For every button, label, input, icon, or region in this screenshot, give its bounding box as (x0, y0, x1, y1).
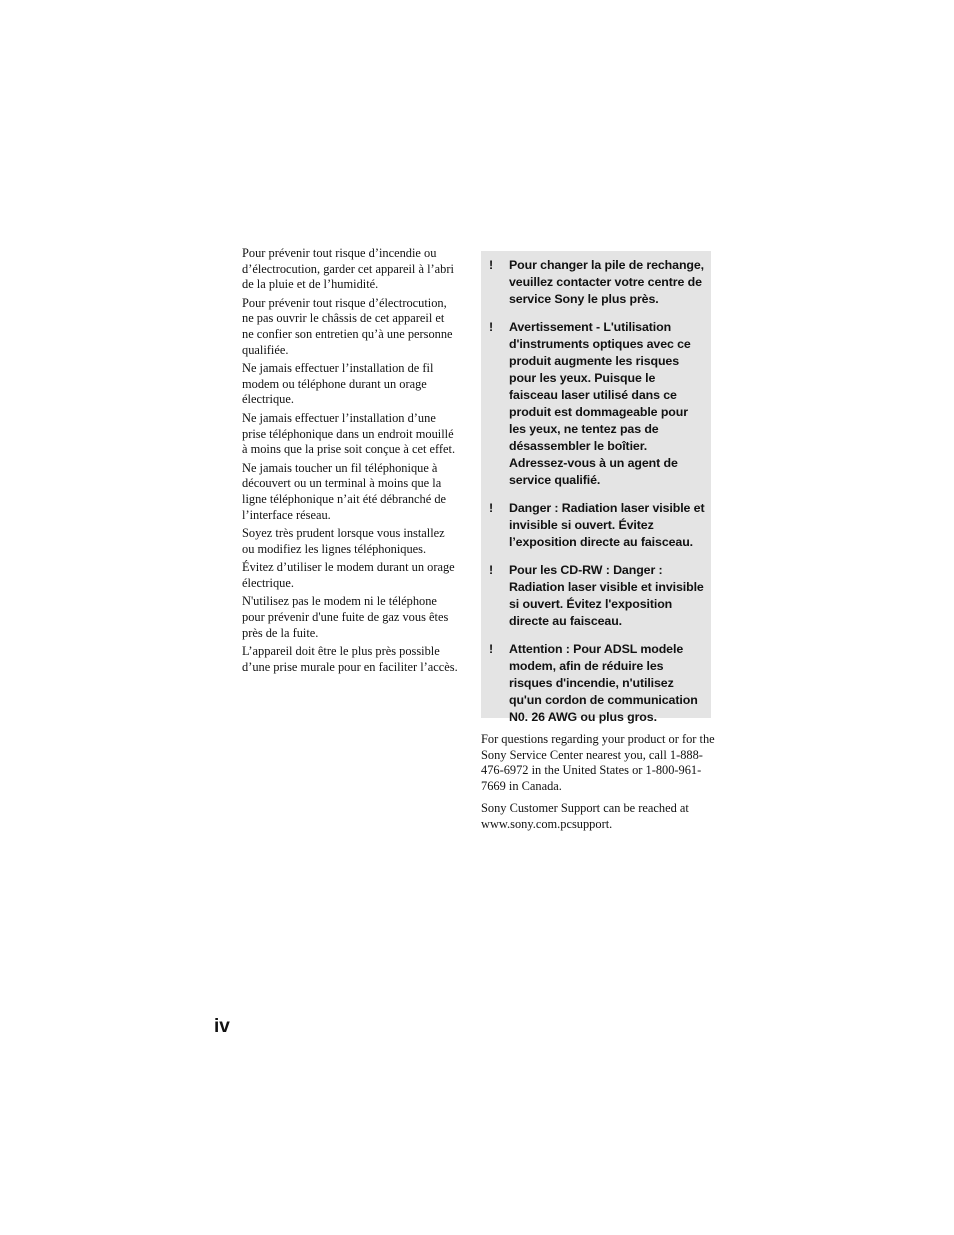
warning-item (481, 319, 707, 489)
french-safety-column (242, 246, 458, 678)
warning-item (481, 641, 707, 726)
exclamation-icon: ! (489, 563, 494, 577)
exclamation-icon: ! (489, 501, 494, 515)
safety-paragraph: Ne jamais toucher un fil téléphonique à découvert ou un terminal à moins que la ligne téléphonique n’ait été débranché de l’interface réseau. (242, 460, 447, 522)
exclamation-icon: ! (489, 258, 494, 272)
warning-box (481, 251, 711, 724)
safety-paragraph: L’appareil doit être le plus près possible d’une prise murale pour en faciliter l’accès. (242, 644, 458, 674)
support-contact-notes (481, 732, 717, 840)
warning-text: Danger : Radiation laser visible et invisible si ouvert. Évitez l’exposition directe au faisceau. (509, 501, 705, 549)
warning-text: Avertissement - L'utilisation d'instruments optiques avec ce produit augmente les risques pour les yeux. Puisque le faisceau laser utilisé dans ce produit est dommageable pour les yeux, ne tentez pas de désassembler le boîtier. Adressez-vous à un agent de service qualifié. (509, 320, 691, 487)
warning-item (481, 257, 707, 308)
warning-text: Pour les CD-RW : Danger : Radiation laser visible et invisible si ouvert. Évitez l'exposition directe au faisceau. (509, 563, 704, 628)
exclamation-icon: ! (489, 320, 494, 334)
customer-support-paragraph: Sony Customer Support can be reached at www.sony.com.pcsupport. (481, 801, 689, 831)
safety-paragraph: N'utilisez pas le modem ni le téléphone pour prévenir d'une fuite de gaz vous êtes près de la fuite. (242, 594, 449, 640)
warning-item (481, 500, 707, 551)
warning-item (481, 562, 707, 630)
safety-paragraph: Pour prévenir tout risque d’incendie ou d’électrocution, garder cet appareil à l’abri de la pluie et de l’humidité. (242, 246, 454, 292)
safety-paragraph: Évitez d’utiliser le modem durant un orage électrique. (242, 560, 455, 590)
service-center-paragraph: For questions regarding your product or for the Sony Service Center nearest you, call 1-888-476-6972 in the United States or 1-800-961-7669 in Canada. (481, 732, 715, 793)
page-number: iv (214, 1016, 230, 1037)
warning-text: Pour changer la pile de rechange, veuillez contacter votre centre de service Sony le plus près. (509, 258, 705, 306)
safety-paragraph: Soyez très prudent lorsque vous installez ou modifiez les lignes téléphoniques. (242, 526, 445, 556)
safety-paragraph: Ne jamais effectuer l’installation de fil modem ou téléphone durant un orage électrique. (242, 361, 434, 407)
safety-paragraph: Pour prévenir tout risque d’électrocution, ne pas ouvrir le châssis de cet appareil et ne confier son entretien qu’à une personne qualifiée. (242, 295, 453, 357)
warning-text: Attention : Pour ADSL modele modem, afin de réduire les risques d'incendie, n'utilisez qu'un cordon de communication N0. 26 AWG ou plus gros. (509, 642, 698, 724)
exclamation-icon: ! (489, 642, 494, 656)
safety-paragraph: Ne jamais effectuer l’installation d’une prise téléphonique dans un endroit mouillé à moins que la prise soit conçue à cet effet. (242, 410, 456, 457)
